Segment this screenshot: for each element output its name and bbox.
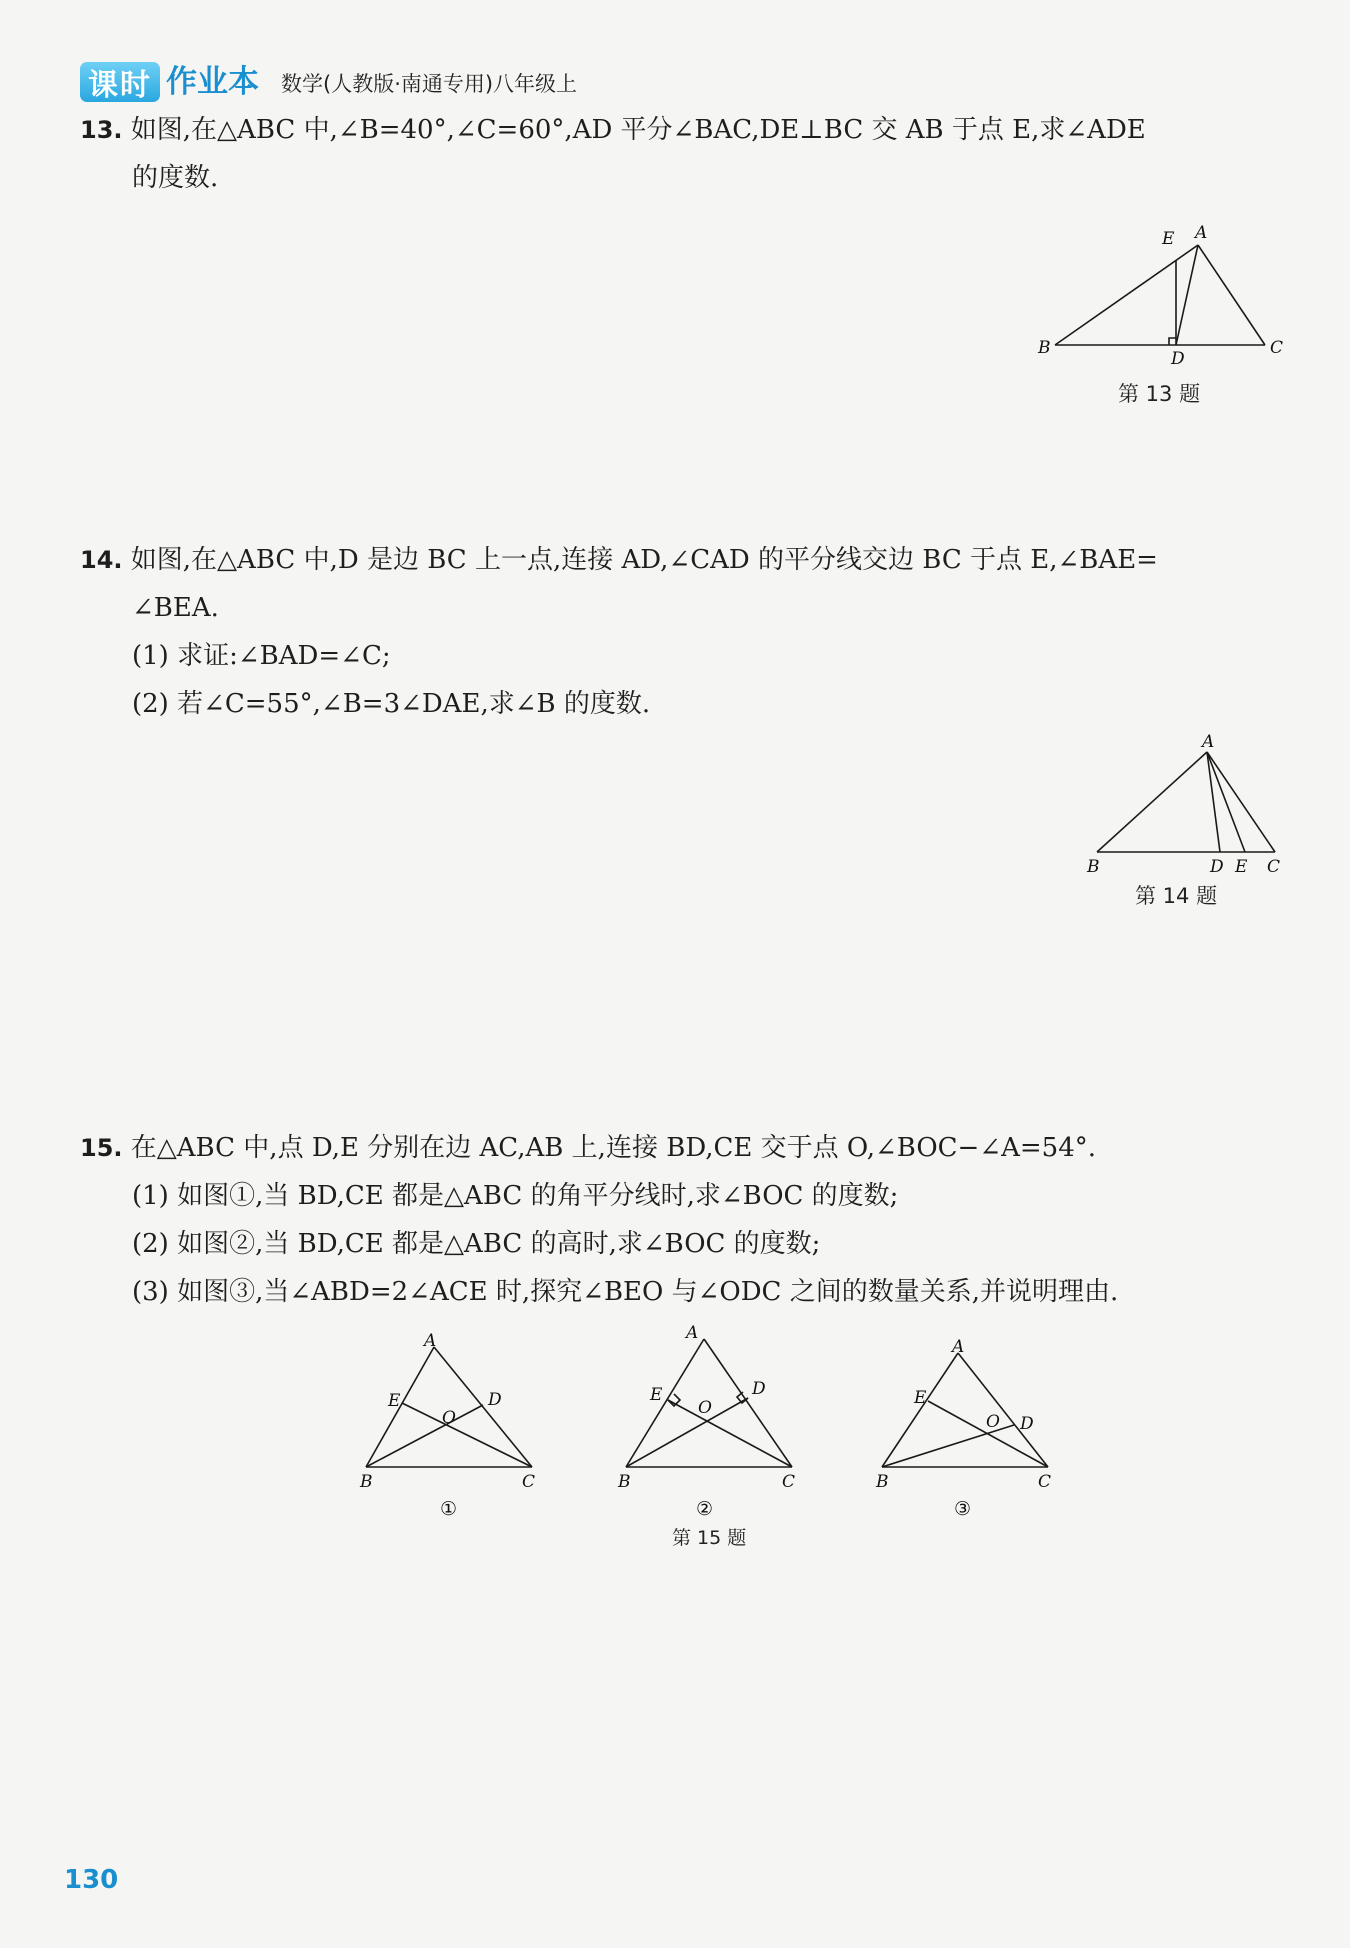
fig14-label-d: D (1210, 857, 1224, 877)
problem-13-line2: 的度数. (132, 163, 219, 193)
fig13-side-ac (1198, 245, 1265, 345)
book-subtitle: 数学(人教版·南通专用)八年级上 (281, 72, 578, 96)
figure-13-caption: 第 13 题 (1118, 382, 1201, 406)
logo-highlight: 课时 (80, 62, 160, 102)
fig15-2-label-c: C (782, 1472, 796, 1492)
problem-15-part3: (3) 如图③,当∠ABD=2∠ACE 时,探究∠BEO 与∠ODC 之间的数量关系,并说明理由. (132, 1277, 1119, 1307)
fig15-1-label-e: E (388, 1391, 401, 1411)
fig15-3-label-d: D (1020, 1414, 1034, 1434)
fig15-3-label-c: C (1038, 1472, 1052, 1492)
fig15-1-label-a: A (424, 1331, 437, 1351)
fig15-1 (359, 1331, 535, 1520)
problem-14-line1 (80, 542, 1158, 578)
figure-14-caption: 第 14 题 (1135, 884, 1218, 908)
fig14-side-ba (1097, 752, 1207, 852)
fig15-2-label-d: D (752, 1379, 766, 1399)
logo-text: 作业本 (166, 64, 259, 100)
fig15-mark-2: ② (696, 1498, 714, 1520)
fig15-2 (617, 1325, 795, 1520)
fig14-label-a: A (1202, 732, 1215, 752)
figure-13 (1030, 205, 1290, 365)
figure-14 (1075, 730, 1300, 878)
fig13-label-a: A (1195, 223, 1208, 243)
fig15-3 (875, 1337, 1051, 1520)
figure-15-caption: 第 15 题 (672, 1527, 747, 1549)
fig15-1-label-b: B (360, 1472, 373, 1492)
page-header (80, 58, 577, 102)
problem-15-line1 (80, 1130, 1096, 1166)
fig15-3-label-o: O (986, 1412, 1000, 1432)
fig15-2-label-b: B (618, 1472, 631, 1492)
problem-15-number: 15. (80, 1134, 123, 1162)
fig15-mark-3: ③ (954, 1498, 972, 1520)
problem-15-text: 在△ABC 中,点 D,E 分别在边 AC,AB 上,连接 BD,CE 交于点 O,∠BOC−∠A=54°. (130, 1133, 1097, 1163)
fig15-3-label-b: B (876, 1472, 889, 1492)
fig15-1-label-d: D (488, 1390, 502, 1410)
page-number: 130 (64, 1865, 119, 1895)
fig15-1-label-o: O (442, 1408, 456, 1428)
fig15-2-label-e: E (650, 1385, 663, 1405)
problem-13-text: 如图,在△ABC 中,∠B=40°,∠C=60°,AD 平分∠BAC,DE⊥BC 交 AB 于点 E,求∠ADE (130, 115, 1146, 145)
problem-15-part2: (2) 如图②,当 BD,CE 都是△ABC 的高时,求∠BOC 的度数; (132, 1229, 821, 1259)
fig13-label-e: E (1162, 229, 1175, 249)
fig15-3-label-e: E (914, 1388, 927, 1408)
fig13-line-ad (1176, 245, 1198, 345)
problem-15-part1: (1) 如图①,当 BD,CE 都是△ABC 的角平分线时,求∠BOC 的度数; (132, 1181, 899, 1211)
problem-13-number: 13. (80, 116, 123, 144)
fig15-2-label-o: O (698, 1398, 712, 1418)
fig14-side-ac (1207, 752, 1275, 852)
problem-14-line2: ∠BEA. (132, 593, 219, 623)
fig13-label-c: C (1270, 338, 1284, 358)
fig14-label-e: E (1235, 857, 1248, 877)
fig15-2-label-a: A (686, 1325, 699, 1343)
problem-13-line1 (80, 112, 1146, 148)
problem-14-number: 14. (80, 546, 123, 574)
fig14-label-b: B (1087, 857, 1100, 877)
problem-14-part1: (1) 求证:∠BAD=∠C; (132, 641, 391, 671)
problem-14-part2: (2) 若∠C=55°,∠B=3∠DAE,求∠B 的度数. (132, 689, 651, 719)
fig15-3-label-a: A (952, 1337, 965, 1357)
fig14-label-c: C (1267, 857, 1281, 877)
fig13-label-b: B (1038, 338, 1051, 358)
figure-15 (350, 1325, 1070, 1525)
fig13-label-d: D (1171, 349, 1185, 365)
problem-14-text: 如图,在△ABC 中,D 是边 BC 上一点,连接 AD,∠CAD 的平分线交边 BC 于点 E,∠BAE= (130, 545, 1158, 575)
fig15-mark-1: ① (440, 1498, 458, 1520)
fig15-1-label-c: C (522, 1472, 536, 1492)
fig13-right-angle (1169, 338, 1176, 345)
